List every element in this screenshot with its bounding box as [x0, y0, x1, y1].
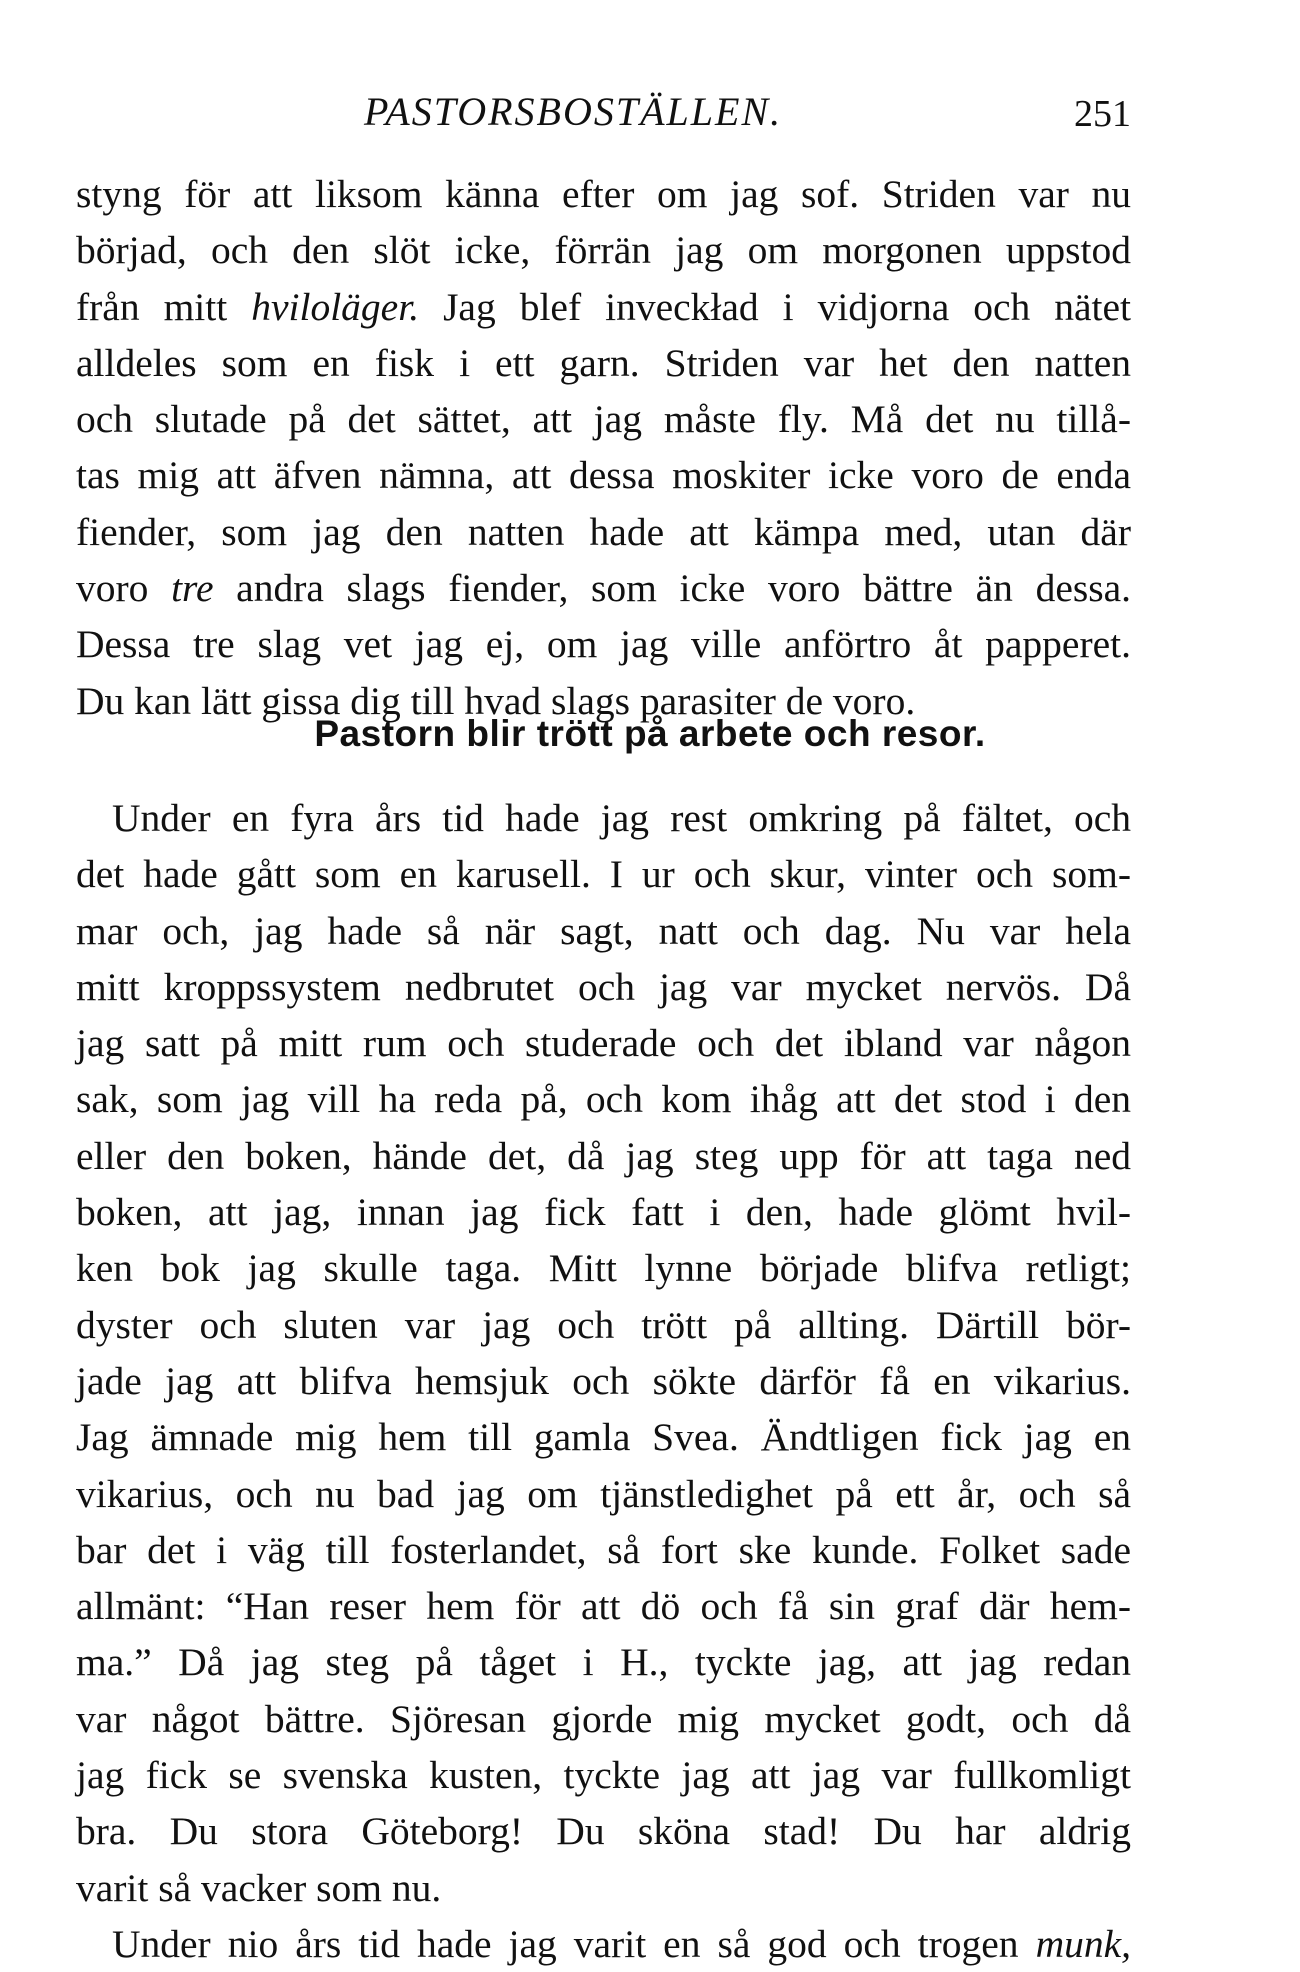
text-line-start: voro — [76, 566, 172, 611]
text-line: allmänt: “Han reser hem för att dö och få sin graf där hem- — [76, 1584, 1131, 1629]
text-line: mitt kroppssystem nedbrutet och jag var mycket nervös. Då — [76, 964, 1131, 1009]
text-line — [76, 279, 1131, 335]
text-line: vikarius, och nu bad jag om tjänstledighet på ett år, och så — [76, 1471, 1131, 1516]
text-line: styng för att liksom känna efter om jag sof. Striden var nu — [76, 172, 1131, 216]
text-line: Du kan lätt gissa dig till hvad slags parasiter de voro. — [76, 678, 916, 723]
text-line: bar det i väg till fosterlandet, så fort ske kunde. Folket sade — [76, 1527, 1131, 1572]
text-line: jade jag att blifva hemsjuk och sökte därför få en vikarius. — [76, 1358, 1131, 1403]
text-line: eller den boken, hände det, då jag steg upp för att taga ned — [76, 1133, 1131, 1178]
page-number: 251 — [1074, 93, 1131, 135]
text-line: dyster och sluten var jag och trött på allting. Därtill bör- — [76, 1302, 1131, 1347]
text-line: jag satt på mitt rum och studerade och det ibland var någon — [76, 1021, 1131, 1066]
text-line: Under en fyra års tid hade jag rest omkring på fältet, och — [112, 796, 1131, 840]
running-title: PASTORSBOSTÄLLEN. — [364, 89, 783, 134]
text-line — [76, 1916, 1131, 1972]
text-line: fiender, som jag den natten hade att kämpa med, utan där — [76, 509, 1131, 554]
text-line: alldeles som en fisk i ett garn. Striden var het den natten — [76, 340, 1131, 385]
text-line-start: från mitt — [76, 284, 252, 329]
paragraph-1 — [76, 166, 1131, 729]
text-line: Dessa tre slag vet jag ej, om jag ville anförtro åt papperet. — [76, 622, 1131, 667]
italic-word: munk, — [1035, 1921, 1131, 1966]
text-line-start: Under nio års tid hade jag varit en så god och trogen — [112, 1921, 1036, 1966]
text-line: sak, som jag vill ha reda på, och kom ihåg att det stod i den — [76, 1077, 1131, 1122]
text-line: mar och, jag hade så när sagt, natt och dag. Nu var hela — [76, 908, 1131, 953]
italic-word: hviloläger. — [251, 284, 420, 329]
text-line — [76, 560, 1131, 616]
text-line-rest: Jag blef inveckład i vidjorna och nätet — [419, 284, 1131, 329]
text-line: bra. Du stora Göteborg! Du sköna stad! Du har aldrig — [76, 1809, 1131, 1854]
section-heading: Pastorn blir trött på arbete och resor. — [314, 713, 986, 754]
text-line: och slutade på det sättet, att jag måste fly. Må det nu tillå- — [76, 397, 1131, 442]
text-line: ken bok jag skulle taga. Mitt lynne började blifva retligt; — [76, 1246, 1131, 1291]
text-line: börjad, och den slöt icke, förrän jag om morgonen uppstod — [76, 228, 1131, 273]
text-line: var något bättre. Sjöresan gjorde mig mycket godt, och då — [76, 1696, 1131, 1741]
running-header — [76, 88, 1131, 148]
text-line: Jag ämnade mig hem till gamla Svea. Ändtligen fick jag en — [76, 1415, 1131, 1460]
text-line: varit så vacker som nu. — [76, 1865, 442, 1910]
text-line: det hade gått som en karusell. I ur och skur, vinter och som- — [76, 852, 1131, 897]
text-line-rest: andra slags fiender, som icke voro bättre än dessa. — [213, 566, 1132, 611]
text-line: boken, att jag, innan jag fick fatt i den, hade glömt hvil- — [76, 1190, 1131, 1235]
text-line: jag fick se svenska kusten, tyckte jag att jag var fullkomligt — [76, 1753, 1131, 1798]
paragraph-2 — [76, 790, 1131, 1972]
text-line: tas mig att äfven nämna, att dessa moskiter icke voro de enda — [76, 453, 1131, 498]
text-line: ma.” Då jag steg på tåget i H., tyckte jag, att jag redan — [76, 1640, 1131, 1685]
italic-word: tre — [171, 566, 214, 611]
